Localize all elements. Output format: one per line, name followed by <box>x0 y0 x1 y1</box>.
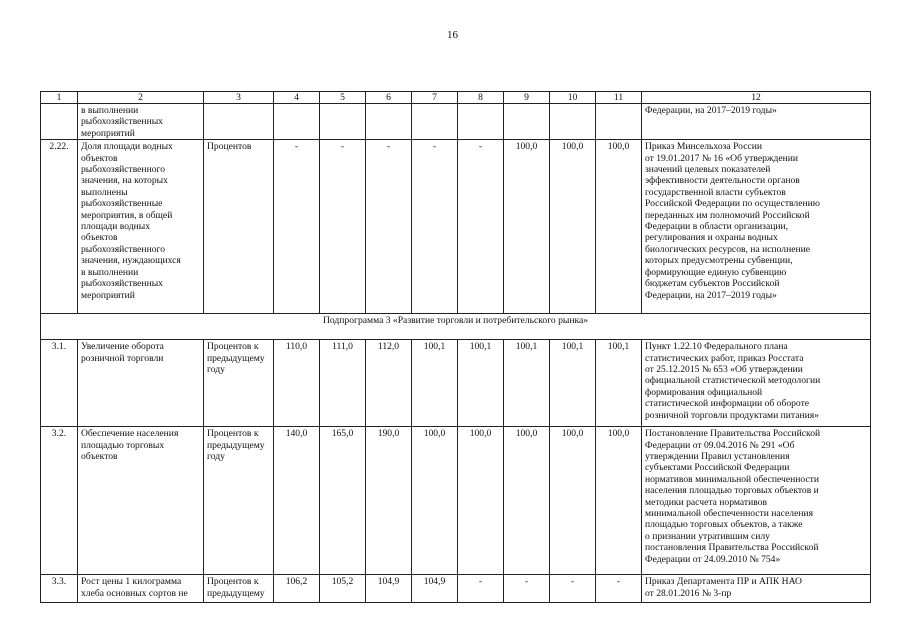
header-cell: 1 <box>41 92 78 104</box>
header-row <box>41 92 871 104</box>
subprogram-title: Подпрограмма 3 «Развитие торговли и потребительского рынка» <box>41 314 871 340</box>
value-cell: 140,0 <box>274 427 320 575</box>
header-cell: 7 <box>412 92 458 104</box>
value-cell: 100,0 <box>412 427 458 575</box>
header-cell: 6 <box>366 92 412 104</box>
page-number: 16 <box>447 29 458 41</box>
value-cell: 110,0 <box>274 340 320 427</box>
value-cell: 100,0 <box>550 140 596 314</box>
header-cell: 11 <box>596 92 642 104</box>
header-cell: 12 <box>642 92 871 104</box>
value-cell: 111,0 <box>320 340 366 427</box>
value-cell: - <box>274 140 320 314</box>
value-cell <box>550 104 596 140</box>
value-cell: 100,0 <box>458 427 504 575</box>
value-cell: - <box>550 575 596 603</box>
header-cell: 9 <box>504 92 550 104</box>
indicators-table <box>40 91 871 603</box>
source-cell: Приказ Минсельхоза России от 19.01.2017 № 16 «Об утверждении значений целевых показателей эффективности деятельности органов государственной власти субъектов Российской Федерации по осуществлению переданных им полномочий Российской Федерации в области организации, регулирования и охраны водных биологических ресурсов, на исполнение которых предусмотрены субвенции, формирующие единую субвенцию бюджетам субъектов Российской Федерации, на 2017–2019 годы» <box>642 140 871 314</box>
unit-cell <box>204 104 274 140</box>
header-cell: 10 <box>550 92 596 104</box>
value-cell: - <box>504 575 550 603</box>
row-number-cell: 2.22. <box>41 140 78 314</box>
value-cell: 100,1 <box>458 340 504 427</box>
header-cell: 8 <box>458 92 504 104</box>
table-row-2-22 <box>41 140 871 314</box>
row-number-cell <box>41 104 78 140</box>
row-number-cell: 3.3. <box>41 575 78 603</box>
value-cell <box>504 104 550 140</box>
table-row-continuation <box>41 104 871 140</box>
value-cell: 100,0 <box>596 140 642 314</box>
indicator-name-cell: Обеспечение населения площадью торговых объектов <box>78 427 204 575</box>
indicator-name-cell: Увеличение оборота розничной торговли <box>78 340 204 427</box>
value-cell: 100,1 <box>596 340 642 427</box>
value-cell: 100,0 <box>504 140 550 314</box>
value-cell: - <box>412 140 458 314</box>
indicator-name-cell: Доля площади водных объектов рыбохозяйственного значения, на которых выполнены рыбохозяйственные мероприятия, в общей площади водных объектов рыбохозяйственного значения, нуждающихся в выполнении рыбохозяйственных мероприятий <box>78 140 204 314</box>
value-cell: - <box>320 140 366 314</box>
value-cell <box>412 104 458 140</box>
value-cell: - <box>596 575 642 603</box>
value-cell: 100,0 <box>504 427 550 575</box>
header-cell: 2 <box>78 92 204 104</box>
value-cell: 106,2 <box>274 575 320 603</box>
header-cell: 5 <box>320 92 366 104</box>
value-cell: - <box>458 140 504 314</box>
value-cell: 165,0 <box>320 427 366 575</box>
value-cell <box>320 104 366 140</box>
value-cell <box>458 104 504 140</box>
value-cell <box>596 104 642 140</box>
value-cell: 104,9 <box>366 575 412 603</box>
value-cell <box>274 104 320 140</box>
row-number-cell: 3.1. <box>41 340 78 427</box>
table-row-3-2 <box>41 427 871 575</box>
header-cell: 3 <box>204 92 274 104</box>
source-cell: Постановление Правительства Российской Федерации от 09.04.2016 № 291 «Об утверждении Правил установления субъектами Российской Федерации нормативов минимальной обеспеченности населения площадью торговых объектов и методики расчета нормативов минимальной обеспеченности населения площадью торговых объектов, а также о признании утратившим силу постановления Правительства Российской Федерации от 24.09.2010 № 754» <box>642 427 871 575</box>
source-cell: Федерации, на 2017–2019 годы» <box>642 104 871 140</box>
value-cell <box>366 104 412 140</box>
table-row-3-3 <box>41 575 871 603</box>
value-cell: 105,2 <box>320 575 366 603</box>
source-cell: Приказ Департамента ПР и АПК НАО от 28.01.2016 № 3-пр <box>642 575 871 603</box>
value-cell: 100,1 <box>550 340 596 427</box>
source-cell: Пункт 1.22.10 Федерального плана статистических работ, приказ Росстата от 25.12.2015 № 653 «Об утверждении официальной статистической методологии формирования официальной статистической информации об обороте розничной торговли продуктами питания» <box>642 340 871 427</box>
unit-cell: Процентов <box>204 140 274 314</box>
unit-cell: Процентов к предыдущему <box>204 575 274 603</box>
header-cell: 4 <box>274 92 320 104</box>
value-cell: 100,1 <box>412 340 458 427</box>
unit-cell: Процентов к предыдущему году <box>204 340 274 427</box>
table-row-3-1 <box>41 340 871 427</box>
indicator-name-cell: Рост цены 1 килограмма хлеба основных сортов не <box>78 575 204 603</box>
indicator-name-cell: в выполнении рыбохозяйственных мероприятий <box>78 104 204 140</box>
value-cell: 100,0 <box>550 427 596 575</box>
value-cell: - <box>366 140 412 314</box>
unit-cell: Процентов к предыдущему году <box>204 427 274 575</box>
value-cell: - <box>458 575 504 603</box>
value-cell: 112,0 <box>366 340 412 427</box>
value-cell: 100,1 <box>504 340 550 427</box>
value-cell: 104,9 <box>412 575 458 603</box>
value-cell: 100,0 <box>596 427 642 575</box>
subprogram-row <box>41 314 871 340</box>
row-number-cell: 3.2. <box>41 427 78 575</box>
value-cell: 190,0 <box>366 427 412 575</box>
